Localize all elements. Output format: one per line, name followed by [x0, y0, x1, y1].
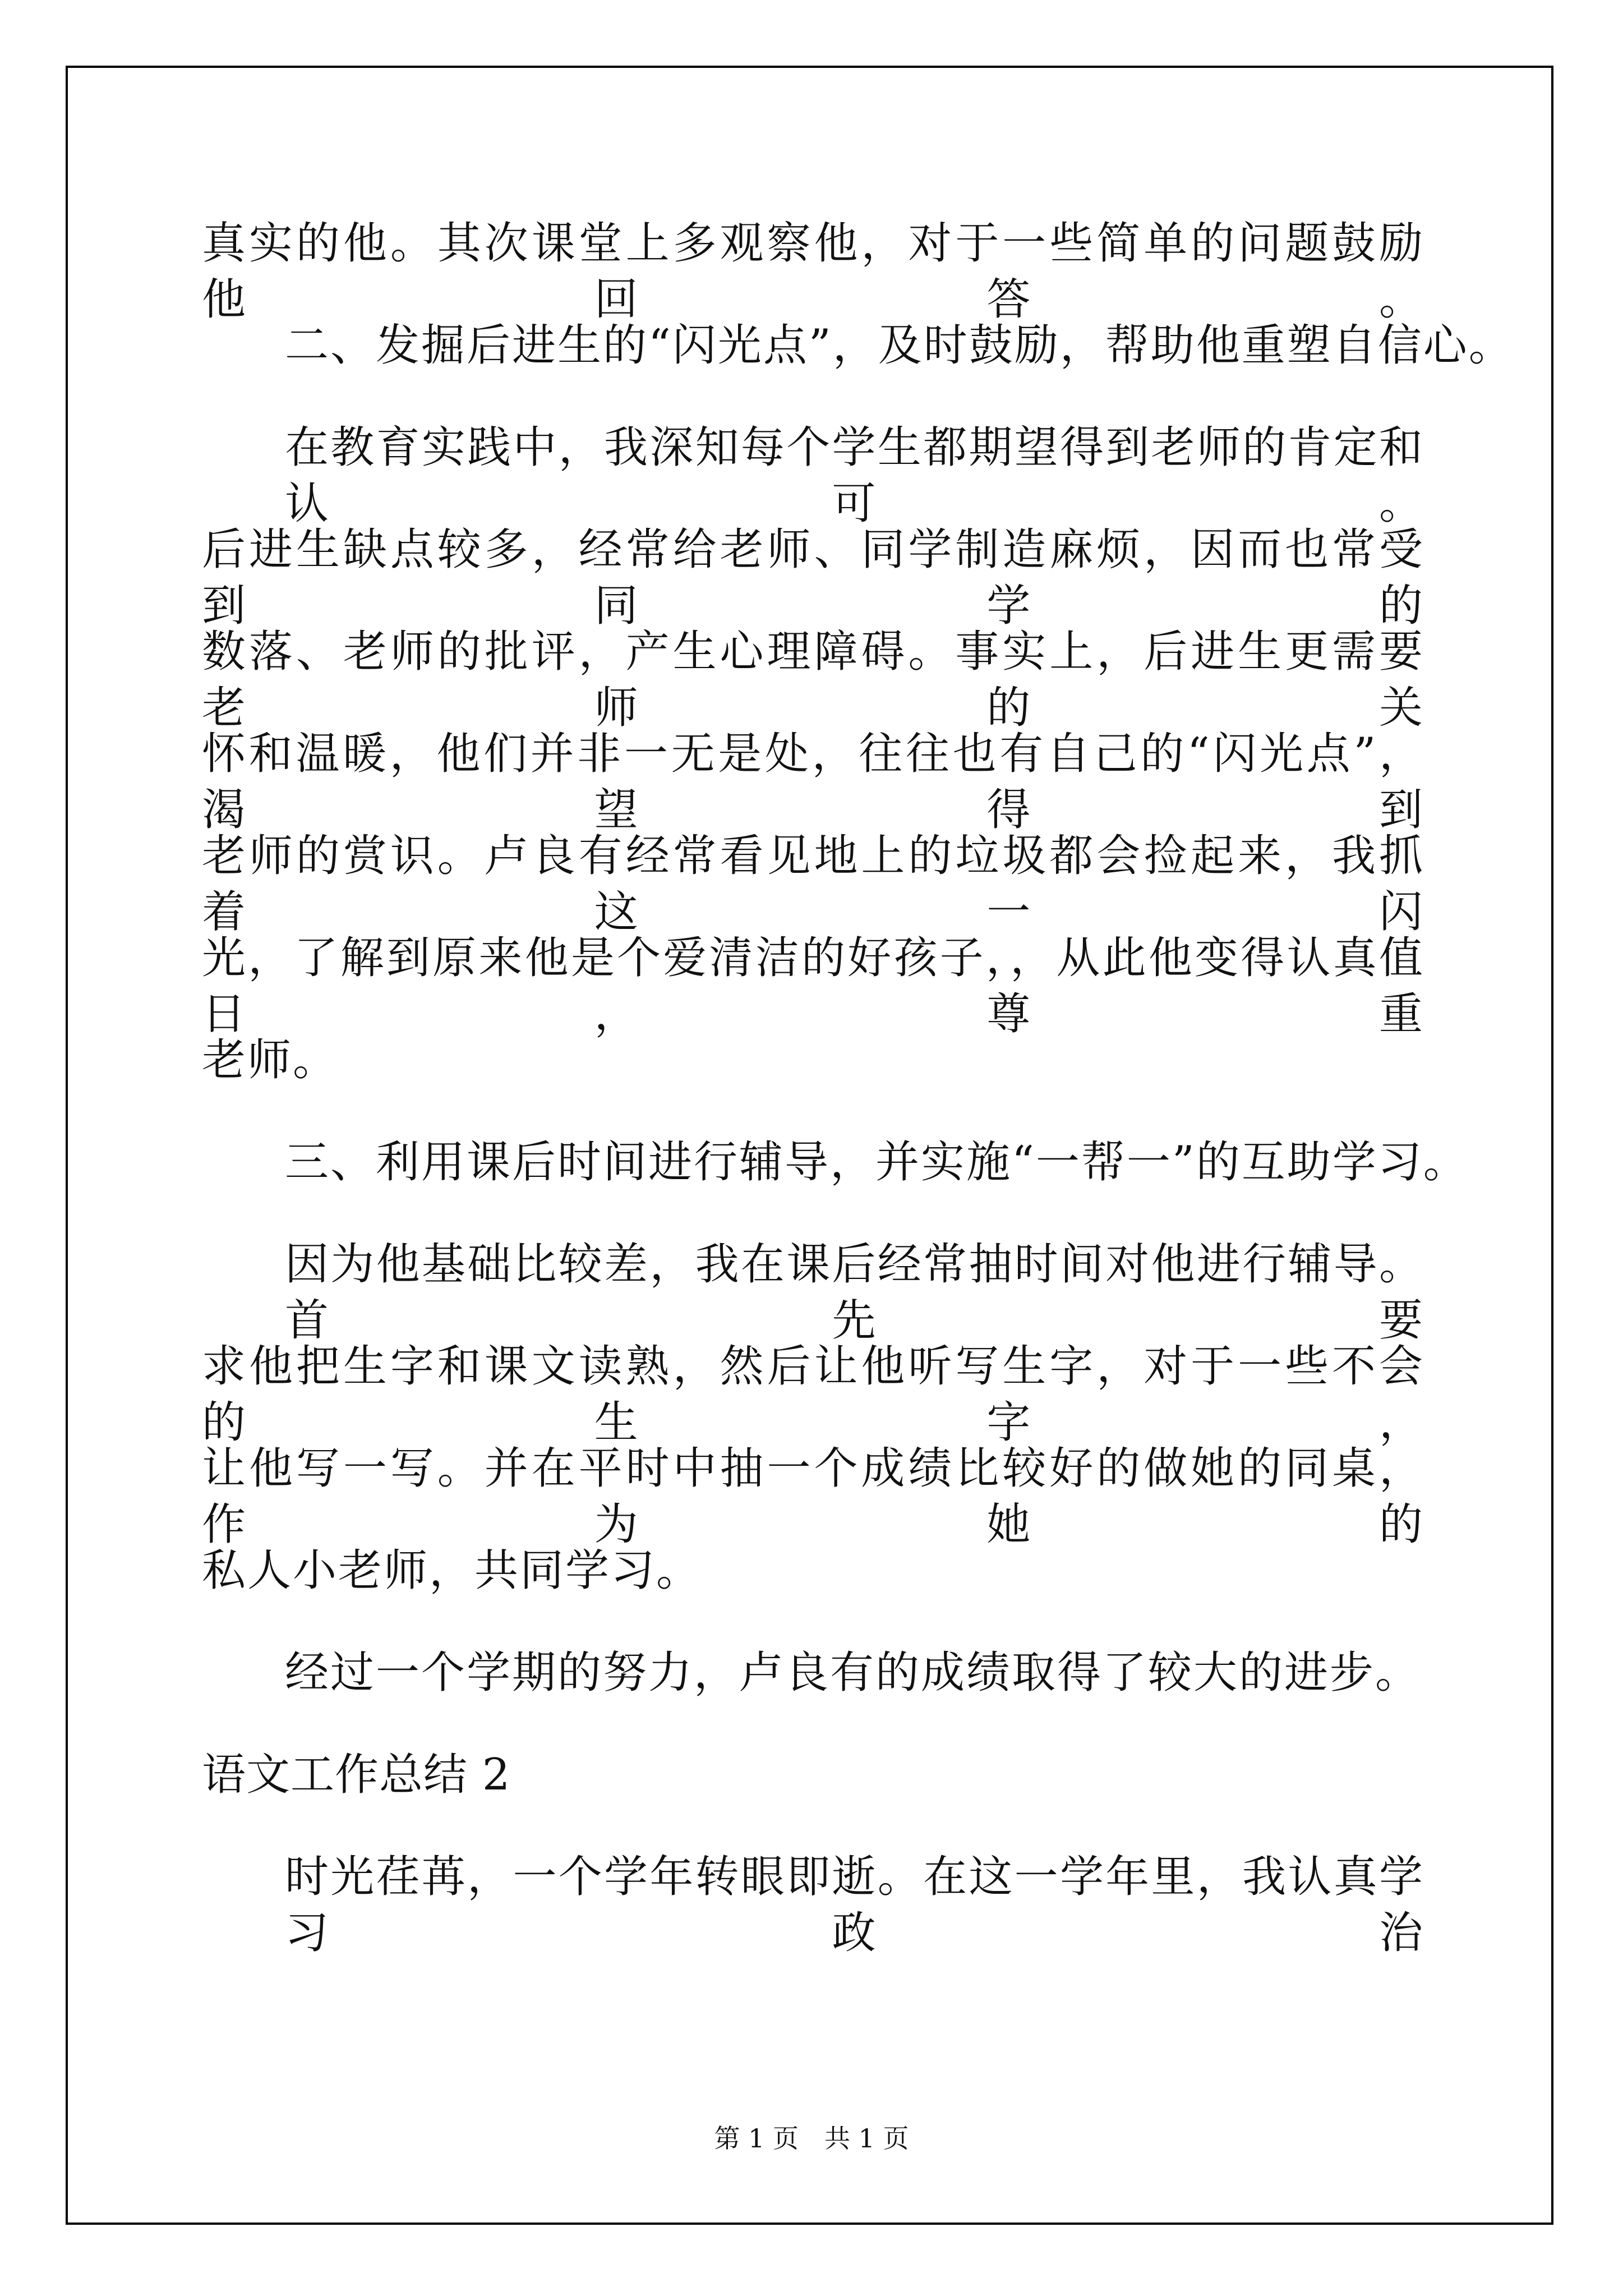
text-line: 私人小老师，共同学习。 — [202, 1545, 702, 1596]
text-line: 光，了解到原来他是个爱清洁的好孩子，，从此他变得认真值日，尊重 — [202, 933, 1424, 1039]
text-line: 老师。 — [202, 1035, 339, 1085]
text-line: 真实的他。其次课堂上多观察他，对于一些简单的问题鼓励他回答。 — [202, 218, 1424, 325]
text-line: 数落、老师的批评，产生心理障碍。事实上，后进生更需要老师的关 — [202, 627, 1424, 733]
text-line: 因为他基础比较差，我在课后经常抽时间对他进行辅导。首先要 — [285, 1239, 1424, 1346]
document-title: 语文工作总结 2 — [202, 1750, 511, 1800]
text-line: 在教育实践中，我深知每个学生都期望得到老师的肯定和认可。 — [285, 422, 1424, 529]
section-heading: 三、利用课后时间进行辅导，并实施“一帮一”的互助学习。 — [285, 1137, 1469, 1188]
text-line: 时光荏苒，一个学年转眼即逝。在这一学年里，我认真学习政治 — [285, 1852, 1424, 1958]
text-line: 经过一个学期的努力，卢良有的成绩取得了较大的进步。 — [285, 1648, 1421, 1698]
section-heading: 二、发掘后进生的“闪光点”，及时鼓励，帮助他重塑自信心。 — [285, 320, 1514, 371]
page-number: 第 1 页 — [714, 2123, 799, 2154]
page-total: 共 1 页 — [824, 2123, 909, 2154]
text-line: 让他写一写。并在平时中抽一个成绩比较好的做她的同桌，作为她的 — [202, 1443, 1424, 1550]
text-line: 求他把生字和课文读熟，然后让他听写生字，对于一些不会的生字， — [202, 1341, 1424, 1448]
page-footer — [0, 2122, 1623, 2155]
text-line: 后进生缺点较多，经常给老师、同学制造麻烦，因而也常受到同学的 — [202, 524, 1424, 631]
text-line: 怀和温暖，他们并非一无是处，往往也有自己的“闪光点”，渴望得到 — [202, 729, 1424, 835]
text-line: 老师的赏识。卢良有经常看见地上的垃圾都会捡起来，我抓着这一闪 — [202, 831, 1424, 937]
